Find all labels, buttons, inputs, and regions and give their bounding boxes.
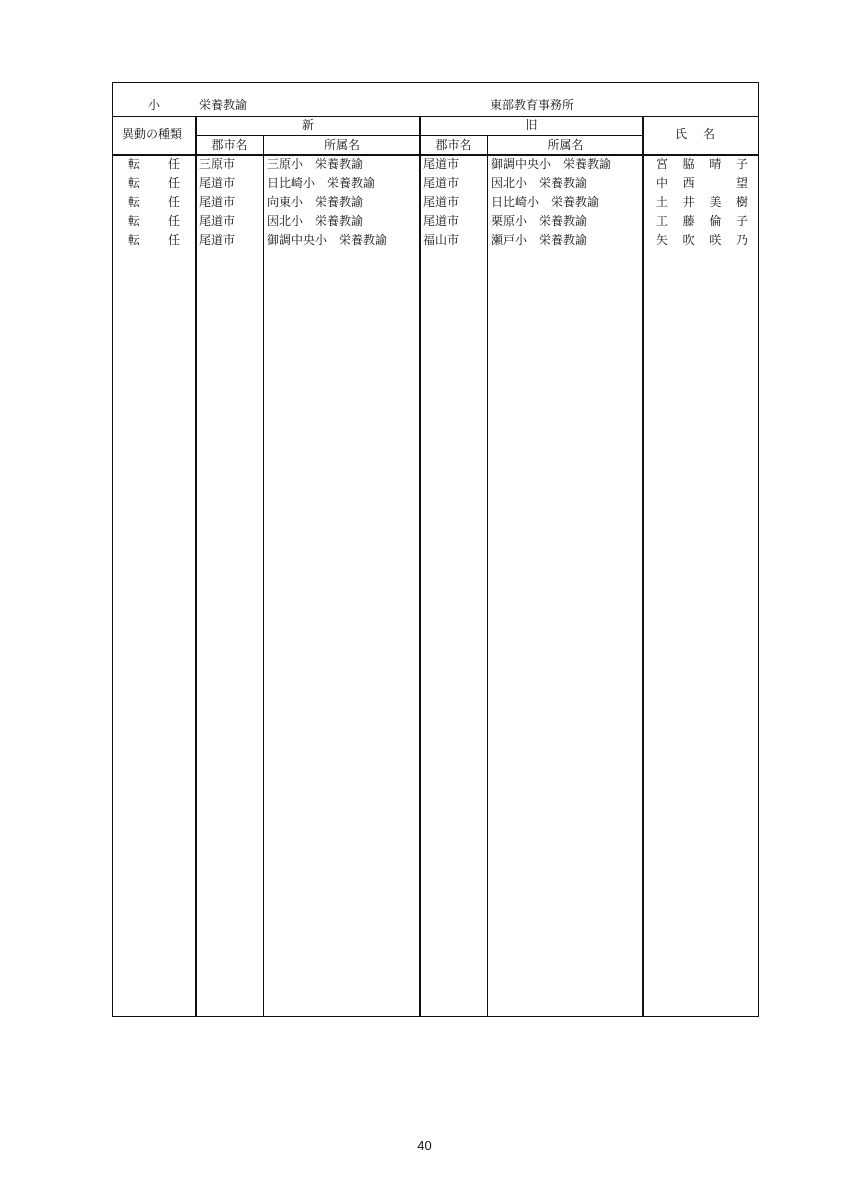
new-affiliation: 因北小 栄養教諭 <box>267 214 364 228</box>
subheader-divider-old <box>420 135 643 136</box>
person-name: 矢 吹 咲 乃 <box>656 233 748 247</box>
new-city: 尾道市 <box>199 233 236 247</box>
old-city-divider <box>487 135 488 1017</box>
new-city: 尾道市 <box>199 214 236 228</box>
table-row <box>0 155 849 174</box>
change-kind: 転 任 <box>128 176 180 190</box>
new-city-divider <box>263 135 264 1017</box>
new-affiliation: 御調中央小 栄養教諭 <box>267 233 388 247</box>
school-level: 小 <box>148 98 161 112</box>
person-name: 工 藤 倫 子 <box>656 214 748 228</box>
column-old-affiliation: 所属名 <box>547 138 584 152</box>
kind-column-divider <box>195 116 197 1017</box>
new-city: 尾道市 <box>199 176 236 190</box>
column-kind: 異動の種類 <box>122 127 183 141</box>
column-new-city: 郡市名 <box>211 138 248 152</box>
old-affiliation: 栗原小 栄養教諭 <box>491 214 588 228</box>
new-old-divider <box>419 116 421 1017</box>
old-city: 尾道市 <box>423 195 460 209</box>
person-name: 宮 脇 晴 子 <box>656 157 748 171</box>
new-affiliation: 日比崎小 栄養教諭 <box>267 176 376 190</box>
old-name-divider <box>642 116 644 1017</box>
old-city: 尾道市 <box>423 157 460 171</box>
office-name: 東部教育事務所 <box>490 98 575 112</box>
column-group-old: 旧 <box>525 118 538 132</box>
change-kind: 転 任 <box>128 157 180 171</box>
old-affiliation: 瀬戸小 栄養教諭 <box>491 233 588 247</box>
new-city: 尾道市 <box>199 195 236 209</box>
table-row <box>0 231 849 250</box>
new-affiliation: 向東小 栄養教諭 <box>267 195 364 209</box>
column-name: 氏 名 <box>675 127 718 141</box>
subheader-divider-new <box>196 135 420 136</box>
column-new-affiliation: 所属名 <box>323 138 360 152</box>
person-name: 土 井 美 樹 <box>656 195 748 209</box>
old-affiliation: 因北小 栄養教諭 <box>491 176 588 190</box>
change-kind: 転 任 <box>128 233 180 247</box>
job-title: 栄養教諭 <box>199 98 248 112</box>
change-kind: 転 任 <box>128 214 180 228</box>
old-city: 尾道市 <box>423 176 460 190</box>
table-row <box>0 212 849 231</box>
column-old-city: 郡市名 <box>435 138 472 152</box>
new-city: 三原市 <box>199 157 236 171</box>
table-row <box>0 193 849 212</box>
old-affiliation: 日比崎小 栄養教諭 <box>491 195 600 209</box>
header-divider <box>112 116 759 117</box>
new-affiliation: 三原小 栄養教諭 <box>267 157 364 171</box>
old-city: 福山市 <box>423 233 460 247</box>
person-name: 中 西 望 <box>656 176 748 190</box>
old-city: 尾道市 <box>423 214 460 228</box>
old-affiliation: 御調中央小 栄養教諭 <box>491 157 612 171</box>
table-row <box>0 174 849 193</box>
page-number: 40 <box>417 1138 432 1153</box>
column-group-new: 新 <box>301 118 314 132</box>
change-kind: 転 任 <box>128 195 180 209</box>
